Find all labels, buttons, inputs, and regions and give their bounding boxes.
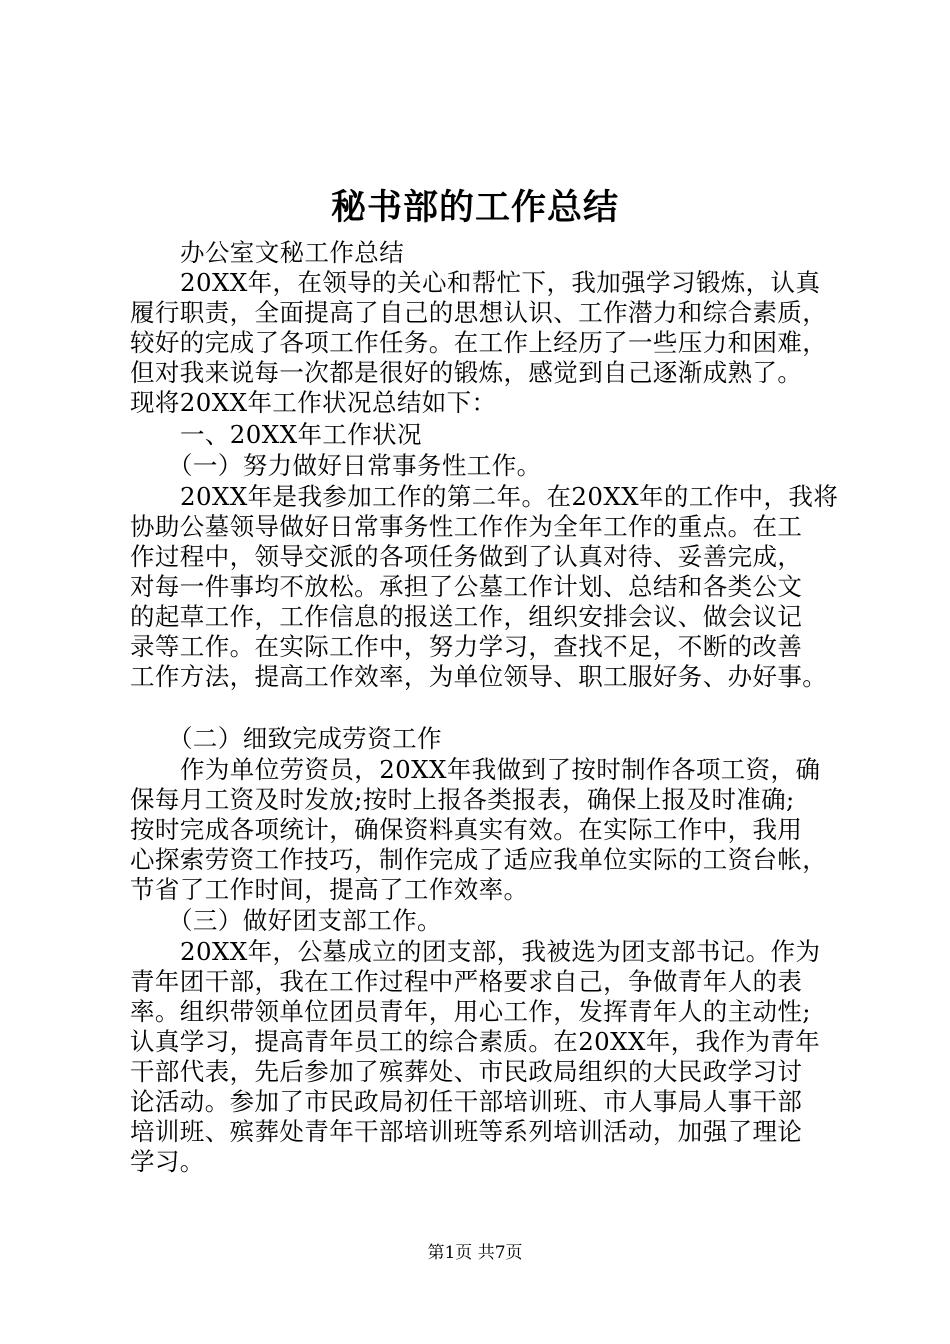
text-line: 协助公墓领导做好日常事务性工作作为全年工作的重点。在工 [130, 512, 803, 541]
subsection-heading: （一）努力做好日常事务性工作。 [168, 451, 542, 480]
text-line: 干部代表，先后参加了殡葬处、市民政局组织的大民政学习讨 [130, 1057, 803, 1086]
text-line: 保每月工资及时发放;按时上报各类报表，确保上报及时准确; [130, 785, 795, 814]
text-line: 20XX年，在领导的关心和帮忙下，我加强学习锻炼，认真 [180, 268, 821, 297]
text-line: 作过程中，领导交派的各项任务做到了认真对待、妥善完成， [130, 542, 803, 571]
text-line: 20XX年是我参加工作的第二年。在20XX年的工作中，我将 [180, 482, 839, 511]
text-line: 率。组织带领单位团员青年，用心工作，发挥青年人的主动性; [130, 997, 811, 1026]
text-line: 录等工作。在实际工作中，努力学习，查找不足，不断的改善 [130, 632, 803, 661]
text-line: 节省了工作时间，提高了工作效率。 [130, 875, 529, 904]
text-line: 的起草工作，工作信息的报送工作，组织安排会议、做会议记 [130, 602, 803, 631]
text-line: 按时完成各项统计，确保资料真实有效。在实际工作中，我用 [130, 815, 803, 844]
text-line: 现将20XX年工作状况总结如下： [130, 388, 497, 417]
text-line: 但对我来说每一次都是很好的锻炼，感觉到自己逐渐成熟了。 [130, 358, 803, 387]
section-heading: 一、20XX年工作状况 [180, 420, 422, 449]
text-line: 心探索劳资工作技巧，制作完成了适应我单位实际的工资台帐， [130, 845, 828, 874]
text-line: 青年团干部，我在工作过程中严格要求自己，争做青年人的表 [130, 967, 803, 996]
text-line: 学习。 [130, 1147, 205, 1176]
text-line: 20XX年，公墓成立的团支部，我被选为团支部书记。作为 [180, 937, 821, 966]
text-line: 论活动。参加了市民政局初任干部培训班、市人事局人事干部 [130, 1087, 803, 1116]
page-number-footer: 第1页 共7页 [427, 1243, 523, 1263]
text-line: 作为单位劳资员，20XX年我做到了按时制作各项工资，确 [180, 755, 821, 784]
text-line: 办公室文秘工作总结 [180, 238, 405, 267]
text-line: 认真学习，提高青年员工的综合素质。在20XX年，我作为青年 [130, 1027, 821, 1056]
text-line: 工作方法，提高工作效率，为单位领导、职工服好务、办好事。 [130, 662, 828, 691]
text-line: 较好的完成了各项工作任务。在工作上经历了一些压力和困难， [130, 328, 828, 357]
text-line: 培训班、殡葬处青年干部培训班等系列培训活动，加强了理论 [130, 1117, 803, 1146]
document-title: 秘书部的工作总结 [330, 187, 619, 228]
subsection-heading: （二）细致完成劳资工作 [168, 724, 442, 753]
subsection-heading: （三）做好团支部工作。 [168, 906, 442, 935]
text-line: 履行职责，全面提高了自己的思想认识、工作潜力和综合素质， [130, 298, 828, 327]
text-line: 对每一件事均不放松。承担了公墓工作计划、总结和各类公文 [130, 572, 803, 601]
